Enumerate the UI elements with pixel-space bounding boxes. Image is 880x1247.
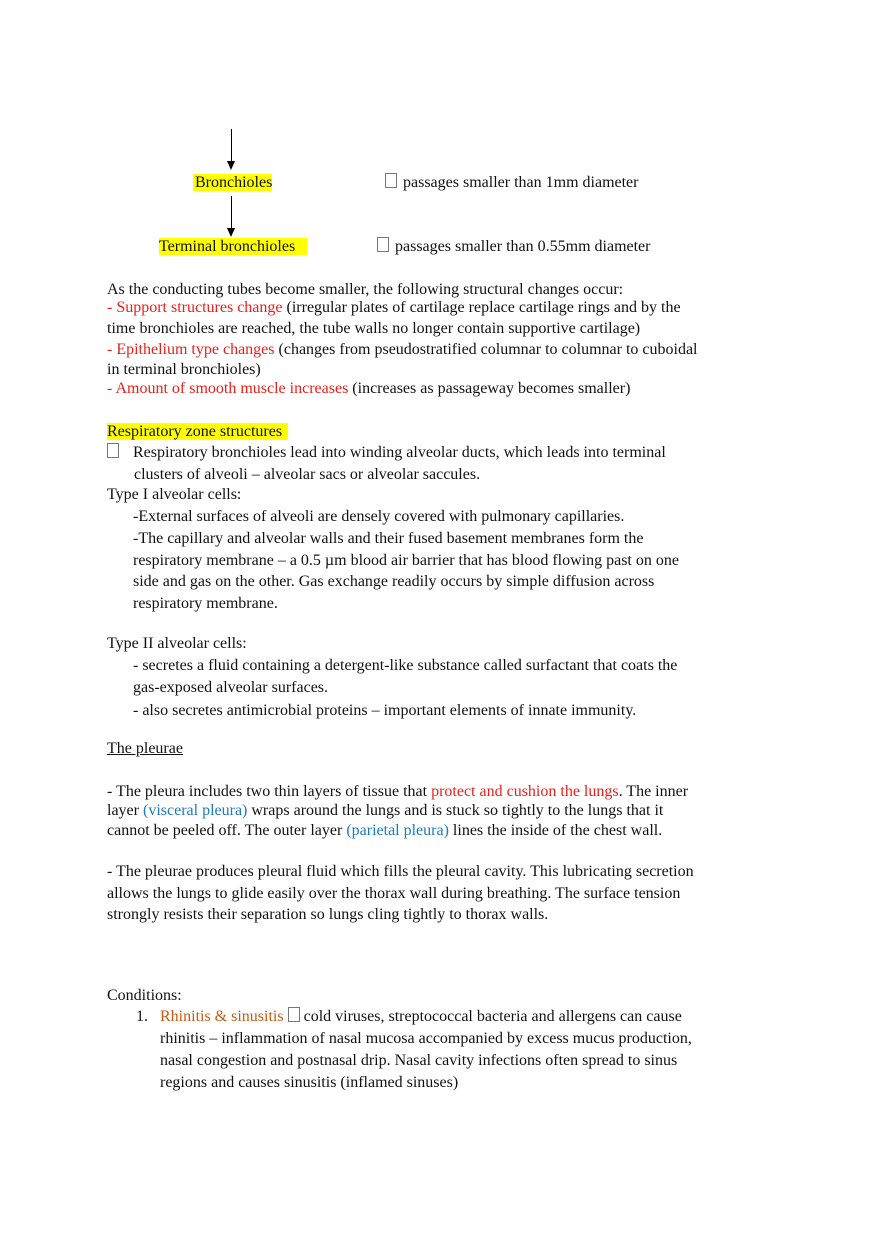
type1-line-4: side and gas on the other. Gas exchange readily occurs by simple diffusion across — [133, 573, 655, 590]
type1-line-5: respiratory membrane. — [133, 595, 278, 612]
muscle-line: - Amount of smooth muscle increases (increases as passageway becomes smaller) — [107, 380, 631, 397]
pleurae-p1-line-3: cannot be peeled off. The outer layer (parietal pleura) lines the inside of the chest wall. — [107, 822, 663, 839]
type2-line-2: gas-exposed alveolar surfaces. — [133, 679, 329, 696]
resp-bullet-line-1: Respiratory bronchioles lead into winding alveolar ducts, which leads into terminal — [107, 443, 666, 463]
condition-1-line-2: rhinitis – inflammation of nasal mucosa accompanied by excess mucus production, — [160, 1030, 692, 1047]
flow-arrowhead-top — [227, 161, 235, 170]
pleurae-p1-line-1: - The pleura includes two thin layers of tissue that protect and cushion the lungs. The inner — [107, 783, 689, 800]
condition-1-number: 1. — [136, 1008, 148, 1025]
type2-heading: Type II alveolar cells: — [107, 635, 247, 652]
type1-line-3: respiratory membrane – a 0.5 µm blood air barrier that has blood flowing past on one — [133, 552, 679, 569]
epithelium-line-1: - Epithelium type changes (changes from pseudostratified columnar to columnar to cuboidal — [107, 341, 698, 358]
respiratory-zone-heading: Respiratory zone structures — [107, 422, 288, 442]
bronchioles-desc: passages smaller than 1mm diameter — [385, 173, 638, 193]
pleurae-p2-line-2: allows the lungs to glide easily over the thorax wall during breathing. The surface tension — [107, 885, 681, 902]
changes-intro: As the conducting tubes become smaller, the following structural changes occur: — [107, 281, 624, 298]
condition-1-line-3: nasal congestion and postnasal drip. Nasal cavity infections often spread to sinus — [160, 1052, 678, 1069]
condition-1-line-1: Rhinitis & sinusitis cold viruses, streptococcal bacteria and allergens can cause — [160, 1008, 682, 1025]
type2-line-3: - also secretes antimicrobial proteins – important elements of innate immunity. — [133, 702, 637, 719]
epithelium-line-2: in terminal bronchioles) — [107, 361, 261, 378]
checkbox-glyph-icon — [385, 173, 397, 188]
checkbox-glyph-icon — [377, 237, 389, 252]
conditions-heading: Conditions: — [107, 987, 182, 1004]
pleurae-heading: The pleurae — [107, 740, 183, 757]
flow-arrow-line-top — [231, 129, 232, 162]
resp-bullet-line-2: clusters of alveoli – alveolar sacs or alveolar saccules. — [134, 466, 481, 483]
flow-arrowhead-bottom — [227, 228, 235, 237]
flow-arrow-line-bottom — [231, 196, 232, 229]
bullet-glyph-icon — [107, 443, 119, 458]
checkbox-glyph-icon — [288, 1007, 300, 1022]
terminal-bronchioles-desc: passages smaller than 0.55mm diameter — [377, 237, 650, 257]
condition-1-line-4: regions and causes sinusitis (inflamed sinuses) — [160, 1074, 459, 1091]
support-line-2: time bronchioles are reached, the tube walls no longer contain supportive cartilage) — [107, 320, 641, 337]
type1-line-1: -External surfaces of alveoli are densely covered with pulmonary capillaries. — [133, 508, 625, 525]
type1-heading: Type I alveolar cells: — [107, 486, 242, 503]
bronchioles-label: Bronchioles — [195, 174, 273, 191]
terminal-bronchioles-label: Terminal bronchioles — [159, 237, 307, 257]
pleurae-p1-line-2: layer (visceral pleura) wraps around the lungs and is stuck so tightly to the lungs that it — [107, 802, 664, 819]
type1-line-2: -The capillary and alveolar walls and their fused basement membranes form the — [133, 530, 644, 547]
type2-line-1: - secretes a fluid containing a detergent-like substance called surfactant that coats the — [133, 657, 678, 674]
pleurae-p2-line-3: strongly resists their separation so lungs cling tightly to thorax walls. — [107, 906, 549, 923]
pleurae-p2-line-1: - The pleurae produces pleural fluid which fills the pleural cavity. This lubricating secretion — [107, 863, 694, 880]
support-line-1: - Support structures change (irregular plates of cartilage replace cartilage rings and by the — [107, 299, 681, 316]
